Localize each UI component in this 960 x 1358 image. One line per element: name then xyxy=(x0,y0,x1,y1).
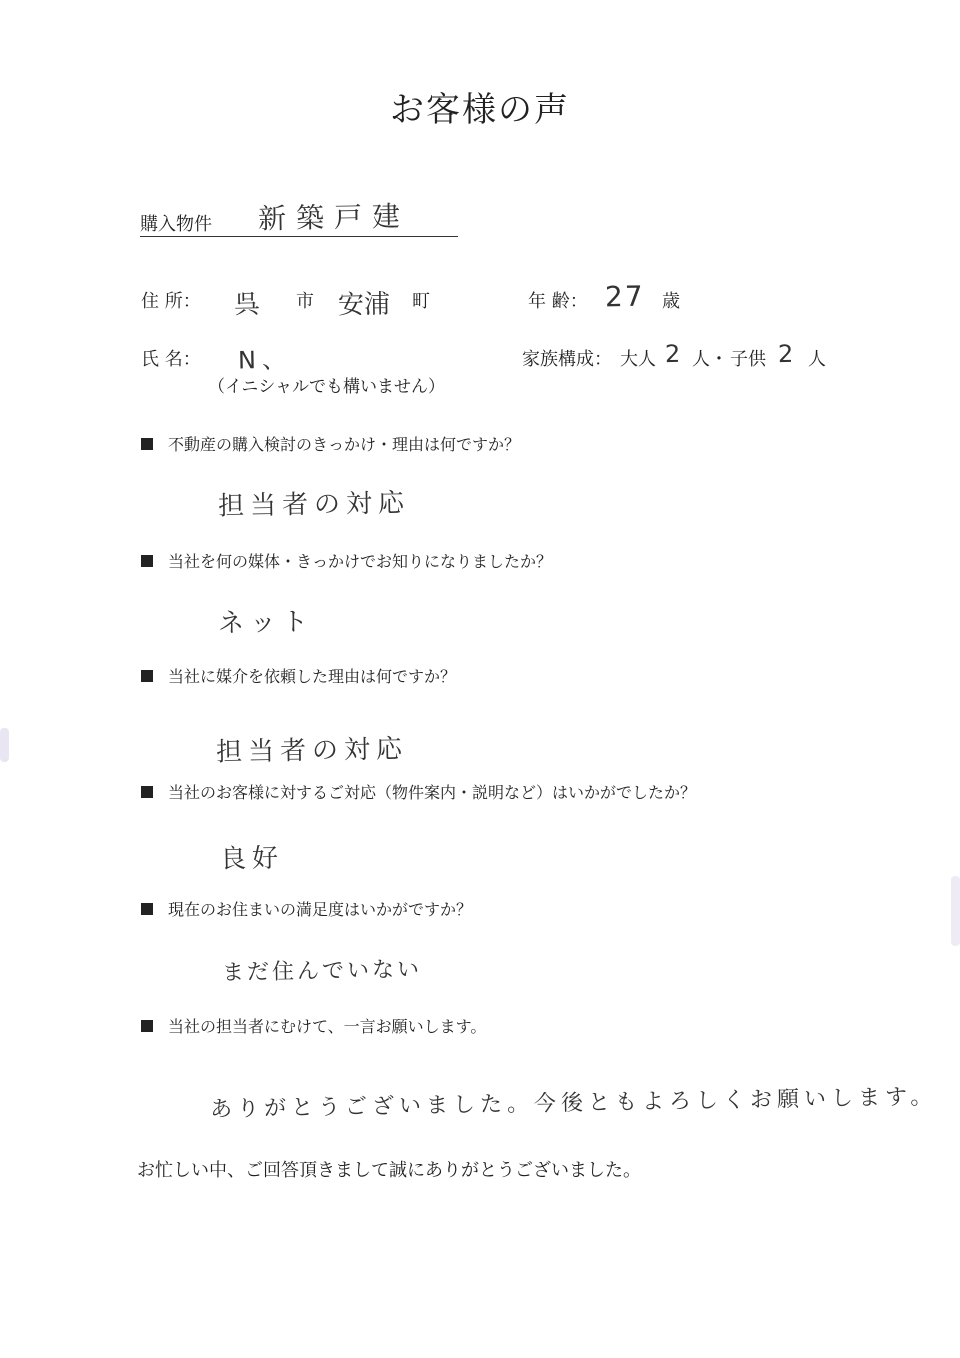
family-children: 2 xyxy=(777,339,800,369)
answer-2: ネット xyxy=(217,607,315,639)
family-adults: 2 xyxy=(664,339,687,369)
address-town: 安浦 xyxy=(337,289,391,321)
bullet-square-icon xyxy=(141,670,153,682)
family-adult-unit: 人・ xyxy=(692,349,728,370)
scan-mark xyxy=(951,876,960,946)
question-1 xyxy=(141,432,520,455)
bullet-square-icon xyxy=(141,903,153,915)
name-note: （イニシャルでも構いません） xyxy=(208,377,445,397)
property-label: 購入物件 xyxy=(140,214,212,235)
question-5-text: 現在のお住まいの満足度はいかがですか？ xyxy=(168,900,473,919)
answer-4: 良好 xyxy=(219,843,285,875)
address-town-suffix: 町 xyxy=(412,291,430,312)
question-2-text: 当社を何の媒体・きっかけでお知りになりましたか？ xyxy=(168,552,553,571)
question-4 xyxy=(141,780,696,803)
page-title: お客様の声 xyxy=(390,90,570,130)
bullet-square-icon xyxy=(141,438,153,450)
property-underline xyxy=(140,236,458,237)
age-label: 年 齢： xyxy=(528,291,588,312)
family-label: 家族構成： xyxy=(522,349,612,370)
answer-6: ありがとうございました。今後ともよろしくお願いします。 xyxy=(209,1084,938,1123)
question-2 xyxy=(141,549,552,572)
name-label: 氏 名： xyxy=(141,349,201,370)
bullet-square-icon xyxy=(141,786,153,798)
question-1-text: 不動産の購入検討のきっかけ・理由は何ですか？ xyxy=(168,435,521,454)
answer-5: まだ住んでいない xyxy=(221,957,423,986)
question-6-text: 当社の担当者にむけて、一言お願いします。 xyxy=(168,1017,487,1036)
family-child-label: 子供 xyxy=(730,349,766,370)
bullet-square-icon xyxy=(141,555,153,567)
question-6 xyxy=(141,1014,486,1037)
address-city-suffix: 市 xyxy=(296,291,314,312)
bullet-square-icon xyxy=(141,1020,153,1032)
answer-1: 担当者の対応 xyxy=(217,488,411,522)
age-value: 27 xyxy=(604,279,645,314)
name-value: N、 xyxy=(237,345,293,375)
scan-mark xyxy=(0,728,9,762)
address-city: 呉 xyxy=(233,289,267,321)
question-4-text: 当社のお客様に対するご対応（物件案内・説明など）はいかがでしたか？ xyxy=(168,783,697,802)
property-value: 新築戸建 xyxy=(257,199,411,236)
age-suffix: 歳 xyxy=(662,291,680,312)
address-label: 住 所： xyxy=(141,291,201,312)
question-5 xyxy=(141,897,472,920)
answer-3: 担当者の対応 xyxy=(215,734,409,768)
question-3 xyxy=(141,664,456,687)
closing-message: お忙しい中、ご回答頂きまして誠にありがとうございました。 xyxy=(137,1160,641,1181)
family-child-unit: 人 xyxy=(808,349,826,370)
family-adult-label: 大人 xyxy=(620,349,656,370)
question-3-text: 当社に媒介を依頼した理由は何ですか？ xyxy=(168,667,457,686)
